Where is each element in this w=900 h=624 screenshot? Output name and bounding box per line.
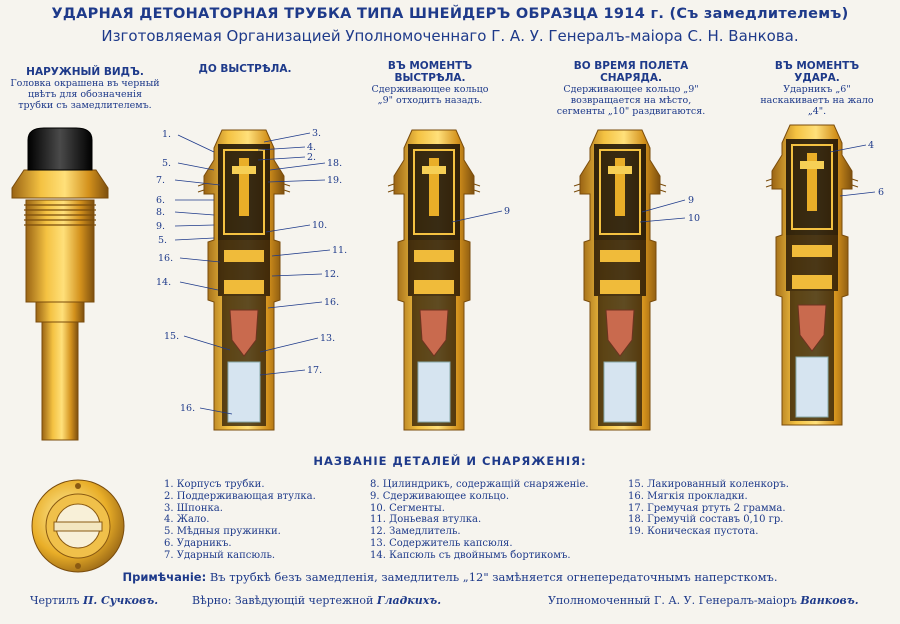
part-item: 15. Лакированный коленкоръ.: [628, 479, 789, 490]
part-item: 17. Гремучая ртуть 2 грамма.: [628, 502, 786, 514]
callout-label: 10.: [312, 220, 328, 231]
view-desc: Сдерживающее кольцо „9" отходитъ назадъ.: [371, 84, 489, 106]
callout-label: 13.: [320, 333, 336, 344]
fuze-external-view: [12, 128, 108, 440]
part-item: 1. Корпусъ трубки.: [164, 479, 265, 490]
footer-verified: [192, 594, 441, 607]
part-item: 6. Ударникъ.: [164, 537, 232, 549]
footer-drew: [30, 594, 158, 607]
part-item: 3. Шпонка.: [164, 502, 223, 514]
fuze-section-at-impact: [766, 125, 858, 425]
callout-label: 3.: [312, 128, 322, 139]
callout-label: 10: [688, 213, 701, 224]
view-desc: Ударникъ „6" наскакиваетъ на жало „4".: [760, 84, 874, 117]
part-item: 12. Замедлитель.: [370, 526, 461, 538]
parts-list-col3: [628, 479, 789, 538]
part-item: 11. Доньевая втулка.: [370, 514, 482, 526]
view-heading: ДО ВЫСТРѢЛА.: [198, 63, 292, 75]
callout-label: 11.: [332, 245, 348, 256]
callouts-before-shot-left: [156, 129, 195, 414]
footer-authorized-label: Уполномоченный Г. А. У. Генералъ-маіоръ: [548, 594, 797, 607]
part-item: 19. Коническая пустота.: [628, 526, 759, 538]
callout-label: 14.: [156, 277, 172, 288]
footer-verified-label: Вѣрно: Завѣдующій чертежной: [192, 594, 374, 607]
parts-list-col2: [370, 479, 589, 562]
part-item: 7. Ударный капсюль.: [164, 549, 276, 561]
fuze-section-at-shot: [388, 130, 480, 430]
view-desc: Сдерживающее кольцо „9" возвращается на мѣсто, сегменты „10" раздвигаются.: [556, 84, 706, 117]
callout-label: 6.: [156, 195, 166, 206]
callout-label: 6: [878, 187, 885, 198]
part-item: 16. Мягкія прокладки.: [628, 490, 748, 502]
callout-label: 15.: [164, 331, 180, 342]
part-item: 2. Поддерживающая втулка.: [164, 490, 316, 502]
part-item: 14. Капсюль съ двойнымъ бортикомъ.: [370, 549, 571, 561]
callout-label: 8.: [156, 207, 166, 218]
view-heading: НАРУЖНЫЙ ВИДЪ.: [26, 66, 144, 78]
part-item: 9. Сдерживающее кольцо.: [370, 490, 510, 502]
view-desc: Головка окрашена въ черный цвѣтъ для обозначенія трубки съ замедлителемъ.: [10, 78, 160, 111]
part-item: 8. Цилиндрикъ, содержащій снаряженіе.: [370, 479, 589, 490]
callout-label: 9.: [156, 221, 166, 232]
part-item: 5. Мѣдныя пружинки.: [164, 526, 281, 538]
callout-label: 7.: [156, 175, 166, 186]
footer-authorized-name: Ванковъ.: [800, 594, 859, 607]
fuze-section-before-shot: [198, 130, 290, 430]
parts-heading: НАЗВАНІЕ ДЕТАЛЕЙ И СНАРЯЖЕНІЯ:: [313, 454, 587, 468]
view-heading: ВЪ МОМЕНТЪ УДАРА.: [774, 60, 860, 84]
callout-label: 16.: [158, 253, 174, 264]
callout-label: 9: [688, 195, 695, 206]
view-heading: ВЪ МОМЕНТЪ ВЫСТРѢЛА.: [387, 60, 473, 84]
callout-label: 12.: [324, 269, 340, 280]
callout-label: 2.: [307, 152, 317, 163]
callout-label: 1.: [162, 129, 172, 140]
callout-label: 4: [868, 140, 875, 151]
callout-label: 17.: [307, 365, 323, 376]
part-item: 13. Содержитель капсюля.: [370, 537, 513, 549]
footer-authorized: [548, 594, 859, 607]
note-label: Примѣчаніе:: [122, 570, 207, 584]
part-item: 4. Жало.: [164, 514, 210, 526]
part-item: 10. Сегменты.: [370, 502, 445, 514]
parts-list-col1: [164, 479, 316, 562]
fuze-head-top-view: [28, 476, 128, 576]
callout-label: 18.: [327, 158, 343, 169]
view-heading: ВО ВРЕМЯ ПОЛЕТА СНАРЯДА.: [573, 60, 689, 84]
part-item: 18. Гремучій составъ 0,10 гр.: [628, 514, 784, 526]
note: [0, 570, 900, 584]
footer-drew-name: П. Сучковъ.: [82, 594, 159, 607]
callout-label: 4.: [307, 142, 317, 153]
note-text: Въ трубкѣ безъ замедленія, замедлитель „12" замѣняется огнепередаточнымъ наперсткомъ.: [209, 570, 778, 584]
callout-label: 19.: [327, 175, 343, 186]
fuze-section-in-flight: [574, 130, 666, 430]
callout-label: 16.: [180, 403, 196, 414]
callout-label: 5.: [158, 235, 168, 246]
callout-label: 5.: [162, 158, 172, 169]
footer-verified-name: Гладкихъ.: [376, 594, 442, 607]
footer-drew-label: Чертилъ: [30, 594, 80, 607]
page-title: УДАРНАЯ ДЕТОНАТОРНАЯ ТРУБКА ТИПА ШНЕЙДЕРЪ ОБРАЗЦА 1914 г. (Съ замедлителемъ): [51, 6, 849, 22]
callout-label: 16.: [324, 297, 340, 308]
page-subtitle: Изготовляемая Организацией Уполномоченнаго Г. А. У. Генералъ-маіора С. Н. Ванкова.: [101, 27, 799, 45]
callout-label: 9: [504, 206, 511, 217]
